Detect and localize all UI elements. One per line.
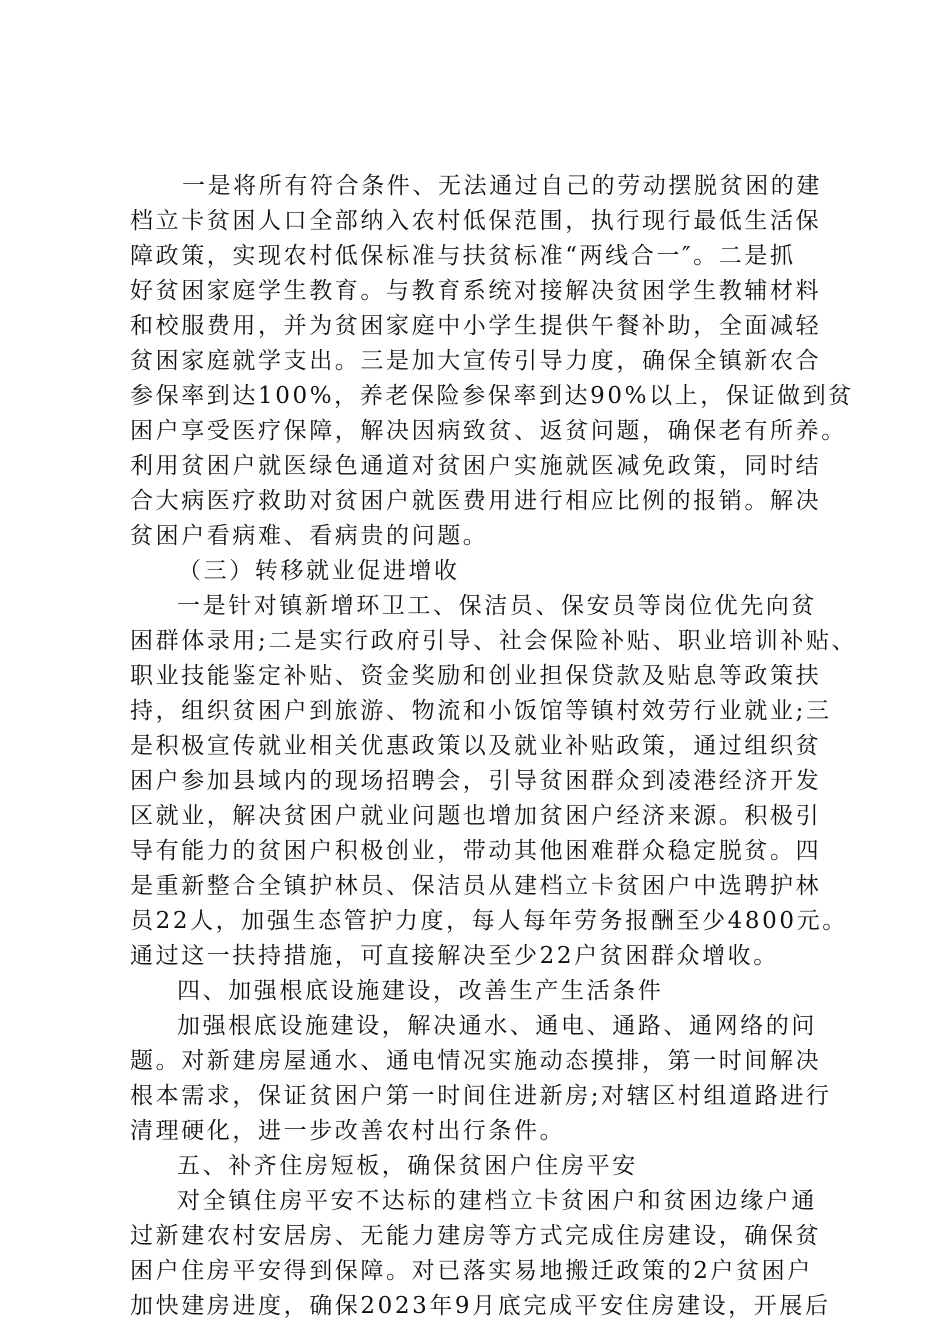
paragraph-line: 对全镇住房平安不达标的建档立卡贫困户和贫困边缘户通 [177, 1188, 817, 1214]
paragraph-line: 职业技能鉴定补贴、资金奖励和创业担保贷款及贴息等政策扶 [130, 663, 822, 689]
paragraph-line: 和校服费用，并为贫困家庭中小学生提供午餐补助，全面减轻 [130, 313, 822, 339]
paragraph-line: 困户参加县域内的现场招聘会，引导贫困群众到凌港经济开发 [130, 768, 822, 794]
section-heading: 四、加强根底设施建设，改善生产生活条件 [177, 978, 664, 1004]
paragraph-line: 障政策，实现农村低保标准与扶贫标准“两线合一″。二是抓 [130, 243, 796, 269]
paragraph-line: 根本需求，保证贫困户第一时间住进新房;对辖区村组道路进行 [130, 1083, 832, 1109]
section-heading: 五、补齐住房短板，确保贫困户住房平安 [177, 1153, 638, 1179]
paragraph-line: 清理硬化，进一步改善农村出行条件。 [130, 1118, 566, 1144]
paragraph-line: 困户享受医疗保障，解决因病致贫、返贫问题，确保老有所养。 [130, 418, 847, 444]
paragraph-line: 加快建房进度，确保2023年9月底完成平安住房建设，开展后 [130, 1293, 831, 1319]
paragraph-line: 通过这一扶持措施，可直接解决至少22户贫困群众增收。 [130, 943, 779, 969]
paragraph-line: 贫困户看病难、看病贵的问题。 [130, 523, 489, 549]
paragraph-line: 过新建农村安居房、无能力建房等方式完成住房建设，确保贫 [130, 1223, 822, 1249]
paragraph-line: 困群体录用;二是实行政府引导、社会保险补贴、职业培训补贴、 [130, 628, 858, 654]
document-body [130, 169, 858, 1324]
paragraph-line: 困户住房平安得到保障。对已落实易地搬迁政策的2户贫困户 [130, 1258, 813, 1284]
paragraph-line: 一是将所有符合条件、无法通过自己的劳动摆脱贫困的建 [182, 173, 822, 199]
paragraph-line: 是重新整合全镇护林员、保洁员从建档立卡贫困户中选聘护林 [130, 873, 822, 899]
paragraph-line: 员22人，加强生态管护力度，每人每年劳务报酬至少4800元。 [130, 908, 848, 934]
paragraph-line: 档立卡贫困人口全部纳入农村低保范围，执行现行最低生活保 [130, 208, 822, 234]
paragraph-line: 导有能力的贫困户积极创业，带动其他困难群众稳定脱贫。四 [130, 838, 822, 864]
paragraph-line: 一是针对镇新增环卫工、保洁员、保安员等岗位优先向贫 [177, 593, 817, 619]
paragraph-line: 加强根底设施建设，解决通水、通电、通路、通网络的问 [177, 1013, 817, 1039]
paragraph-line: 好贫困家庭学生教育。与教育系统对接解决贫困学生教辅材料 [130, 278, 822, 304]
paragraph-line: 是积极宣传就业相关优惠政策以及就业补贴政策，通过组织贫 [130, 733, 822, 759]
paragraph-line: 持，组织贫困户到旅游、物流和小饭馆等镇村效劳行业就业;三 [130, 698, 832, 724]
paragraph-line: 题。对新建房屋通水、通电情况实施动态摸排，第一时间解决 [130, 1048, 822, 1074]
paragraph-line: 参保率到达100%，养老保险参保率到达90%以上，保证做到贫 [130, 383, 854, 409]
paragraph-line: 利用贫困户就医绿色通道对贫困户实施就医减免政策，同时结 [130, 453, 822, 479]
section-heading: （三）转移就业促进增收 [178, 558, 460, 584]
paragraph-line: 合大病医疗救助对贫困户就医费用进行相应比例的报销。解决 [130, 488, 822, 514]
paragraph-line: 贫困家庭就学支出。三是加大宣传引导力度，确保全镇新农合 [130, 348, 822, 374]
paragraph-line: 区就业，解决贫困户就业问题也增加贫困户经济来源。积极引 [130, 803, 822, 829]
